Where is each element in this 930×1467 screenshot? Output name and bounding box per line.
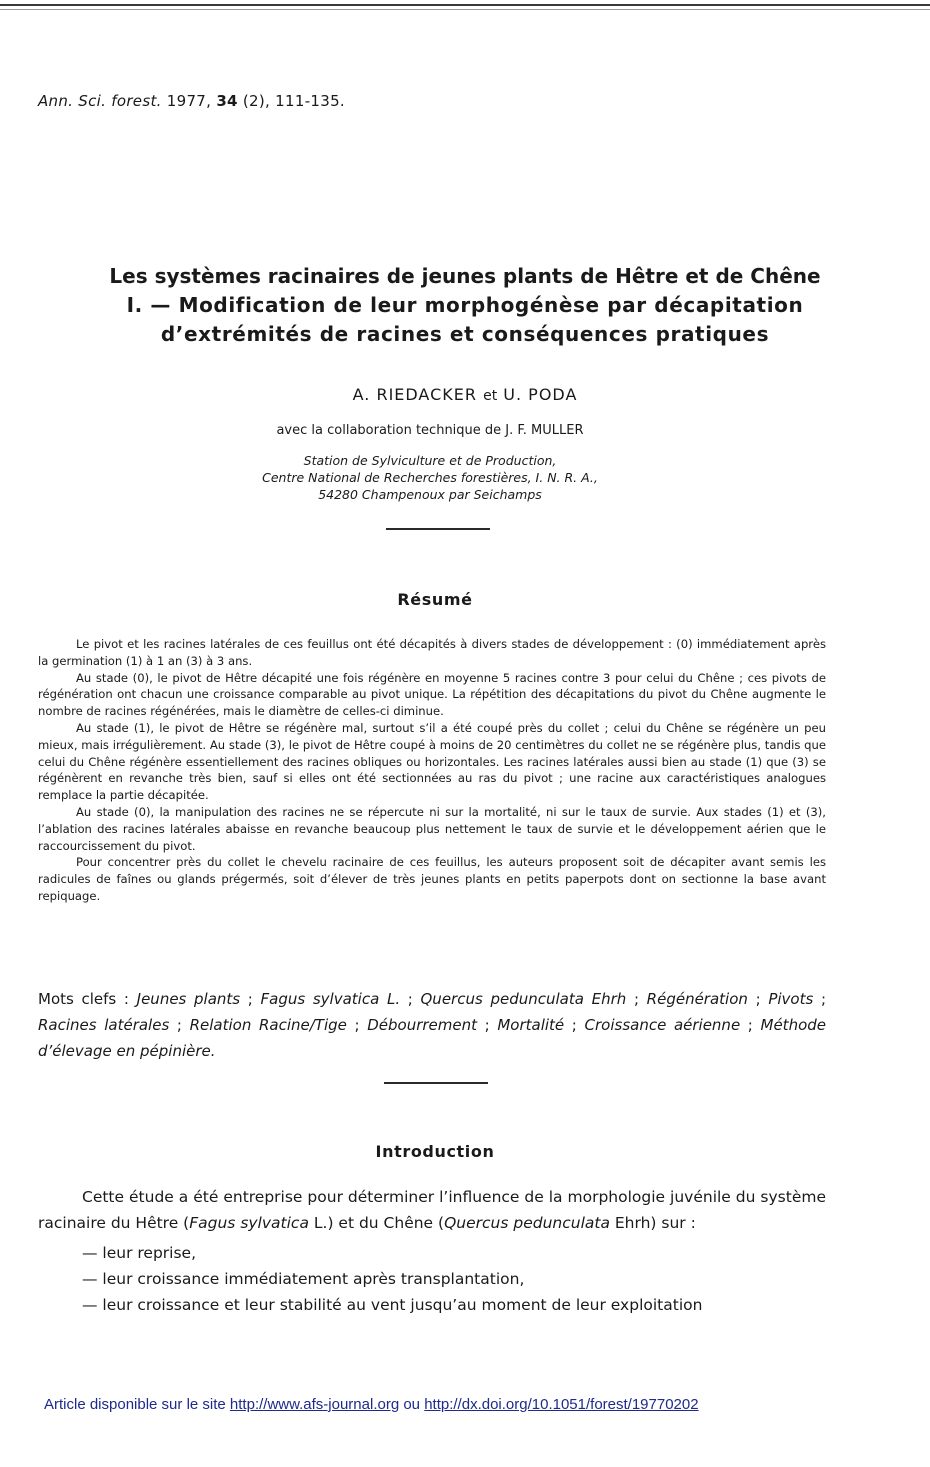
keyword: Quercus pedunculata Ehrh (420, 990, 627, 1008)
keyword: Méthode d’élevage en pépinière. (38, 1016, 827, 1060)
keyword: Mortalité (497, 1016, 565, 1034)
title-line-1: Les systèmes racinaires de jeunes plants de Hêtre et de Chêne (109, 264, 821, 288)
collaboration-line: avec la collaboration technique de J. F. MULLER (276, 423, 584, 438)
keyword: Fagus sylvatica L. (260, 990, 401, 1008)
introduction-list (82, 1240, 826, 1318)
keyword: Régénération (646, 990, 748, 1008)
section-separator (384, 1082, 488, 1084)
title-line-2: I. — Modification de leur morphogénèse par décapitation (126, 293, 804, 317)
footer-prefix: Article disponible sur le site (44, 1396, 230, 1413)
journal-issue-pages: (2), 111-135. (242, 92, 345, 110)
journal-site-link[interactable]: http://www.afs-journal.org (229, 1396, 400, 1413)
abstract-paragraph: Au stade (0), la manipulation des racines ne se répercute ni sur la mortalité, ni sur le taux de survie. Aux stades (1) et (3), l’ablation des racines latérales abaisse en revanche beaucoup plus nettement le taux de survie et le développement aérien que le raccourcissement du pivot. (38, 804, 826, 853)
keywords: Mots clefs : Jeunes plants ; Fagus sylvatica L. ; Quercus pedunculata Ehrh ; Régénération ; Pivots ; Racines latérales ; Relation Racine/Tige ; Débourrement ; Mortalité ; Croissance aérienne ; Méthode d’élevage en pépinière. (38, 990, 827, 1060)
journal-reference (38, 92, 345, 110)
doi-link[interactable]: http://dx.doi.org/10.1051/forest/19770202 (424, 1396, 699, 1413)
authors (0, 385, 930, 404)
introduction-heading: Introduction (375, 1142, 495, 1161)
intro-text: L.) et du Chêne ( (308, 1214, 445, 1232)
species-name: Fagus sylvatica (189, 1214, 309, 1232)
footer-middle: ou (399, 1396, 425, 1413)
journal-year: 1977, (166, 92, 212, 110)
section-separator (386, 528, 490, 530)
abstract-paragraph: Au stade (1), le pivot de Hêtre se régénère mal, surtout s’il a été coupé près du collet ; celui du Chêne se régénère un peu mieux, mais irrégulièrement. Au stade (3), le pivot de Hêtre coupé à moins de 20 centimètres du collet ne se régénère plus, tandis que celui du Chêne régénère essentiellement des racines obliques ou horizontales. Les racines latérales aussi bien au stade (1) que (3) se régénèrent en revanche très bien, sauf si elles ont été sectionnées au ras du pivot ; une racine aux caractéristiques analogues remplace la partie décapitée. (38, 720, 826, 803)
resume-heading: Résumé (397, 590, 473, 609)
author-conjunction: et (483, 388, 498, 404)
intro-text: Ehrh) sur : (609, 1214, 696, 1232)
journal-volume: 34 (216, 92, 238, 110)
keyword: Relation Racine/Tige (189, 1016, 347, 1034)
keyword: Jeunes plants (136, 990, 241, 1008)
affiliation-line-3: 54280 Champenoux par Seichamps (318, 487, 542, 502)
abstract-paragraph: Au stade (0), le pivot de Hêtre décapité une fois régénère en moyenne 5 racines contre 3 pour celui du Chêne ; ces pivots de régénération ont chacun une croissance comparable au pivot unique. La répétition des décapitations du pivot du Chêne augmente le nombre de racines régénérées, mais le diamètre de celles-ci diminue. (38, 670, 826, 719)
author-1: A. RIEDACKER (352, 385, 477, 404)
list-item: — leur croissance immédiatement après transplantation, (82, 1270, 525, 1288)
author-2: U. PODA (503, 385, 578, 404)
affiliation (0, 452, 860, 503)
introduction-body (38, 1184, 826, 1318)
species-name: Quercus pedunculata (444, 1214, 610, 1232)
intro-text: Cette étude a été entreprise pour déterminer l’influence de la morphologie juvénile du système racinaire du Hêtre ( (38, 1188, 826, 1232)
paper-title (40, 262, 890, 349)
resume-abstract (38, 636, 826, 905)
abstract-paragraph: Le pivot et les racines latérales de ces feuillus ont été décapités à divers stades de développement : (0) immédiatement après la germination (1) à 1 an (3) à 3 ans. (38, 637, 826, 668)
affiliation-line-2: Centre National de Recherches forestières, I. N. R. A., (262, 470, 598, 485)
title-line-3: d’extrémités de racines et conséquences pratiques (160, 322, 770, 346)
top-rule-thin (0, 9, 930, 10)
keyword: Pivots (768, 990, 814, 1008)
keyword: Croissance aérienne (584, 1016, 741, 1034)
affiliation-line-1: Station de Sylviculture et de Production, (303, 453, 557, 468)
top-rule (0, 4, 930, 6)
keyword: Racines latérales (38, 1016, 170, 1034)
availability-footer (44, 1396, 699, 1413)
abstract-paragraph: Pour concentrer près du collet le chevelu racinaire de ces feuillus, les auteurs proposent soit de décapiter avant semis les radicules de faînes ou glands prégermés, soit d’élever de très jeunes plants en petits paperpots dont on sectionne la base avant repiquage. (38, 855, 826, 903)
list-item: — leur reprise, (82, 1244, 197, 1262)
journal-name: Ann. Sci. forest. (38, 92, 162, 110)
introduction-paragraph (38, 1184, 826, 1236)
keywords-label: Mots clefs : (38, 990, 129, 1008)
list-item: — leur croissance et leur stabilité au vent jusqu’au moment de leur exploitation (82, 1296, 703, 1314)
keyword: Débourrement (367, 1016, 478, 1034)
